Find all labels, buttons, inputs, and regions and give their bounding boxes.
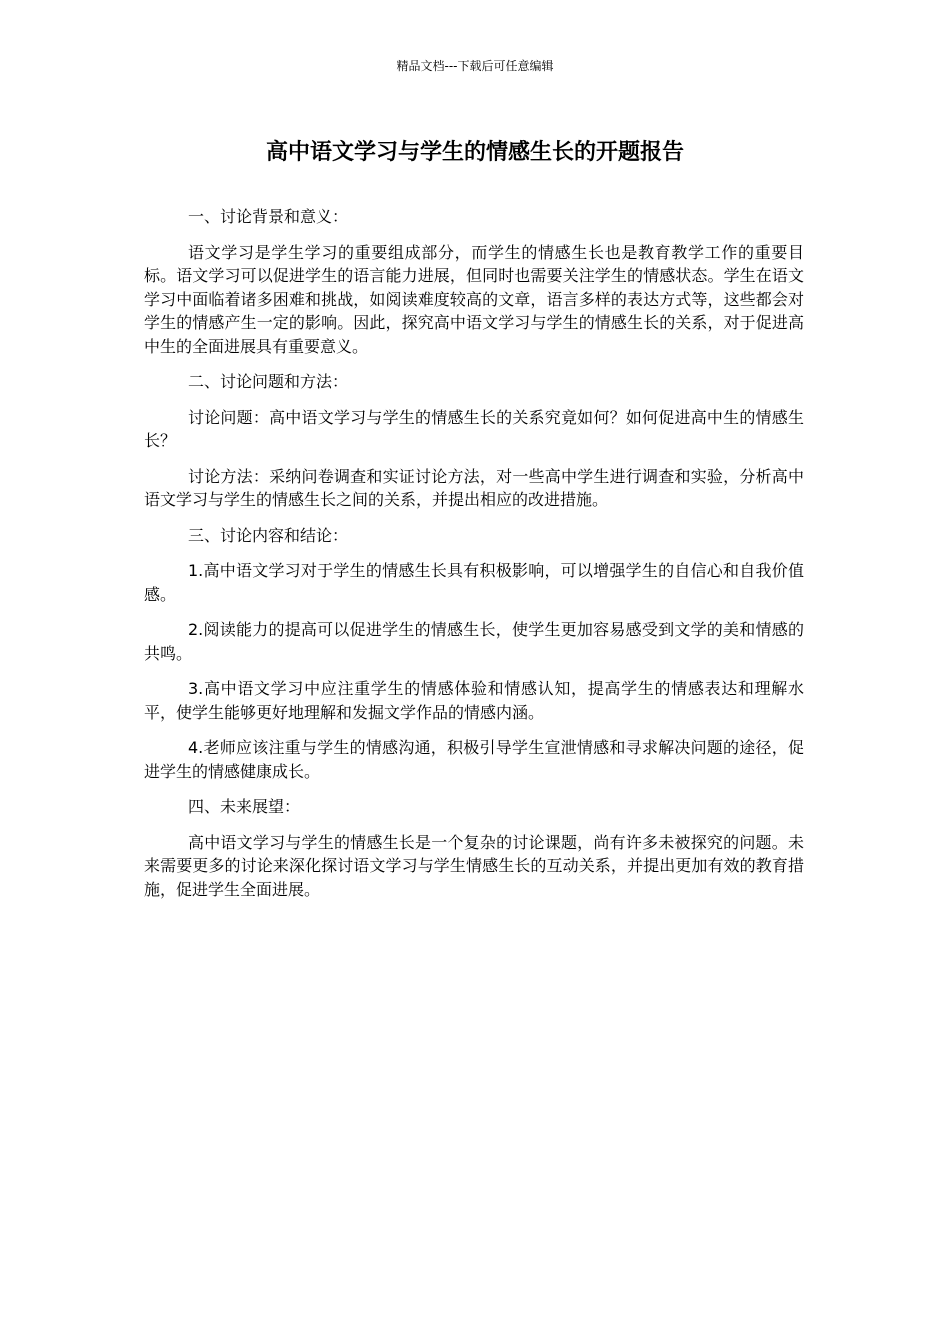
paragraph: 语文学习是学生学习的重要组成部分，而学生的情感生长也是教育教学工作的重要目标。语文学习可以促进学生的语言能力进展，但同时也需要关注学生的情感状态。学生在语文学习中面临着诸多困难和挑战，如阅读难度较高的文章，语言多样的表达方式等，这些都会对学生的情感产生一定的影响。因此，探究高中语文学习与学生的情感生长的关系，对于促进高中生的全面进展具有重要意义。 — [144, 242, 804, 356]
list-item: 4.老师应该注重与学生的情感沟通，积极引导学生宣泄情感和寻求解决问题的途径，促进学生的情感健康成长。 — [144, 738, 804, 781]
section-questions-methods — [144, 370, 804, 512]
paragraph: 讨论方法：采纳问卷调查和实证讨论方法，对一些高中学生进行调查和实验，分析高中语文学习与学生的情感生长之间的关系，并提出相应的改进措施。 — [144, 466, 804, 509]
section-heading: 一、讨论背景和意义： — [188, 207, 349, 226]
list-item: 1.高中语文学习对于学生的情感生长具有积极影响，可以增强学生的自信心和自我价值感。 — [144, 561, 804, 604]
paragraph: 讨论问题：高中语文学习与学生的情感生长的关系究竟如何？如何促进高中生的情感生长？ — [144, 407, 804, 450]
section-content-conclusions — [144, 524, 804, 784]
list-item: 2.阅读能力的提高可以促进学生的情感生长，使学生更加容易感受到文学的美和情感的共鸣。 — [144, 620, 804, 663]
list-item: 3.高中语文学习中应注重学生的情感体验和情感认知，提高学生的情感表达和理解水平，使学生能够更好地理解和发掘文学作品的情感内涵。 — [144, 679, 804, 722]
document-body — [144, 205, 804, 913]
section-heading: 三、讨论内容和结论： — [188, 525, 349, 545]
section-outlook — [144, 795, 804, 901]
section-heading: 二、讨论问题和方法： — [188, 372, 349, 391]
document-title: 高中语文学习与学生的情感生长的开题报告 — [265, 140, 684, 165]
section-background — [144, 205, 804, 358]
section-heading: 四、未来展望： — [188, 797, 301, 816]
paragraph: 高中语文学习与学生的情感生长是一个复杂的讨论课题，尚有许多未被探究的问题。未来需要更多的讨论来深化探讨语文学习与学生情感生长的互动关系，并提出更加有效的教育措施，促进学生全面进展。 — [144, 832, 804, 899]
header-note: 精品文档---下载后可任意编辑 — [396, 59, 554, 73]
